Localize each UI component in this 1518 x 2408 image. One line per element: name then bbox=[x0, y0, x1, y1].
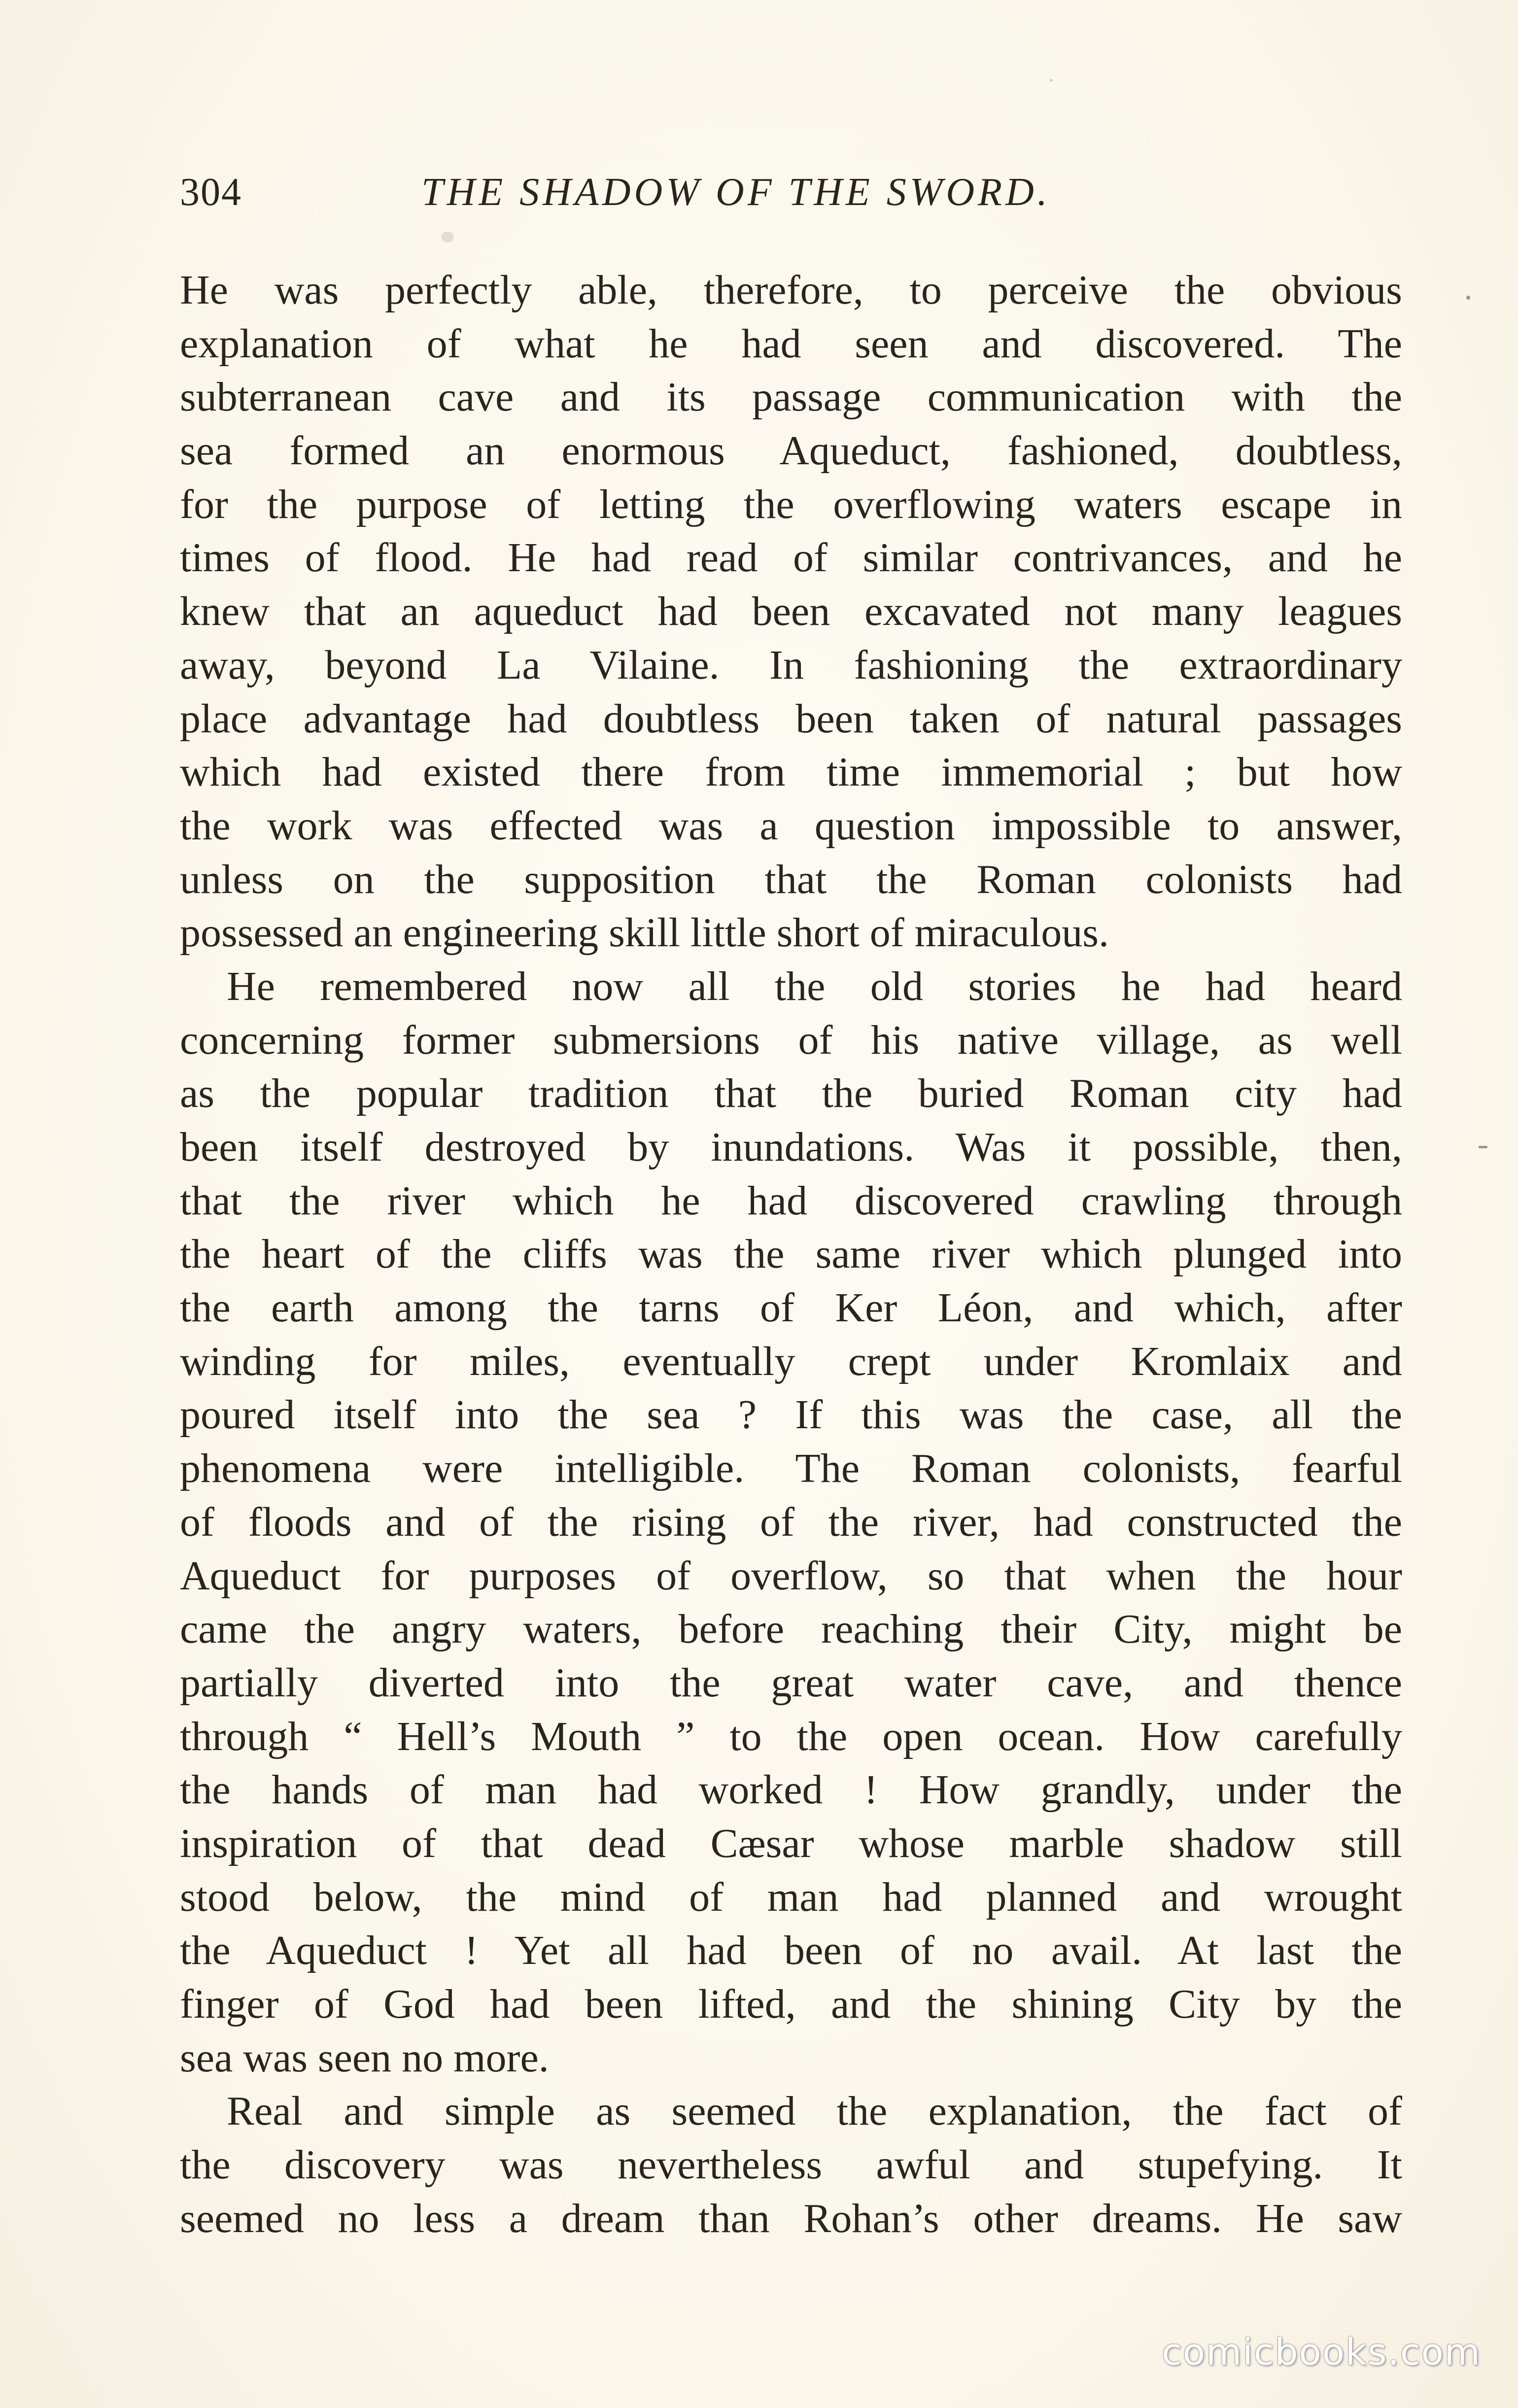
paper-speck bbox=[1479, 1146, 1487, 1148]
text-line: that the river which he had discovered crawling through bbox=[180, 1177, 1402, 1224]
text-line: possessed an engineering skill little short of miraculous. bbox=[180, 910, 1109, 956]
text-line: sea formed an enormous Aqueduct, fashioned, doubtless, bbox=[180, 428, 1402, 474]
text-line: phenomena were intelligible. The Roman colonists, fearful bbox=[180, 1445, 1402, 1492]
text-line: unless on the supposition that the Roman colonists had bbox=[180, 856, 1402, 902]
text-line: the heart of the cliffs was the same river which plunged into bbox=[180, 1231, 1402, 1277]
text-line: subterranean cave and its passage communication with the bbox=[180, 374, 1402, 420]
text-line: sea was seen no more. bbox=[180, 2034, 549, 2081]
text-line: of floods and of the rising of the river, had constructed the bbox=[180, 1499, 1402, 1545]
text-line: Real and simple as seemed the explanation, the fact of bbox=[227, 2088, 1402, 2134]
text-line: He was perfectly able, therefore, to perceive the obvious bbox=[180, 267, 1402, 313]
text-line: knew that an aqueduct had been excavated not many leagues bbox=[180, 588, 1402, 635]
text-line: the discovery was nevertheless awful and stupefying. It bbox=[180, 2142, 1402, 2188]
text-line: came the angry waters, before reaching their City, might be bbox=[180, 1606, 1402, 1652]
text-line: inspiration of that dead Cæsar whose marble shadow still bbox=[180, 1820, 1402, 1866]
text-line: times of flood. He had read of similar contrivances, and he bbox=[180, 535, 1402, 581]
text-line: as the popular tradition that the buried Roman city had bbox=[180, 1070, 1402, 1117]
text-line: finger of God had been lifted, and the shining City by the bbox=[180, 1981, 1402, 2027]
text-line: place advantage had doubtless been taken of natural passages bbox=[180, 695, 1402, 742]
text-line: seemed no less a dream than Rohan’s other dreams. He saw bbox=[180, 2195, 1402, 2241]
paper-speck bbox=[441, 232, 454, 242]
text-line: explanation of what he had seen and discovered. The bbox=[180, 320, 1402, 367]
text-line: the Aqueduct ! Yet all had been of no avail. At last the bbox=[180, 1927, 1402, 1974]
body-text bbox=[180, 264, 1402, 2245]
text-line: winding for miles, eventually crept under Kromlaix and bbox=[180, 1338, 1402, 1384]
text-line: He remembered now all the old stories he had heard bbox=[227, 963, 1402, 1009]
text-line: the work was effected was a question impossible to answer, bbox=[180, 802, 1402, 849]
text-line: the hands of man had worked ! How grandly, under the bbox=[180, 1767, 1402, 1813]
text-line: concerning former submersions of his native village, as well bbox=[180, 1017, 1402, 1063]
text-line: partially diverted into the great water cave, and thence bbox=[180, 1659, 1402, 1706]
text-line: stood below, the mind of man had planned and wrought bbox=[180, 1874, 1402, 1920]
text-line: through “ Hell’s Mouth ” to the open ocean. How carefully bbox=[180, 1713, 1402, 1759]
page-number: 304 bbox=[180, 171, 242, 214]
paper-speck bbox=[1466, 296, 1470, 300]
text-line: for the purpose of letting the overflowing waters escape in bbox=[180, 481, 1402, 527]
watermark: comicbooks.com bbox=[1162, 2331, 1481, 2374]
text-line: Aqueduct for purposes of overflow, so that when the hour bbox=[180, 1552, 1402, 1599]
paper-speck bbox=[1050, 79, 1053, 82]
text-line: poured itself into the sea ? If this was the case, all the bbox=[180, 1392, 1402, 1438]
text-line: away, beyond La Vilaine. In fashioning the extraordinary bbox=[180, 642, 1402, 688]
running-title: THE SHADOW OF THE SWORD. bbox=[421, 171, 1051, 214]
text-line: been itself destroyed by inundations. Was it possible, then, bbox=[180, 1124, 1402, 1170]
text-line: which had existed there from time immemorial ; but how bbox=[180, 749, 1402, 795]
text-line: the earth among the tarns of Ker Léon, and which, after bbox=[180, 1285, 1402, 1331]
running-header bbox=[180, 170, 1402, 224]
